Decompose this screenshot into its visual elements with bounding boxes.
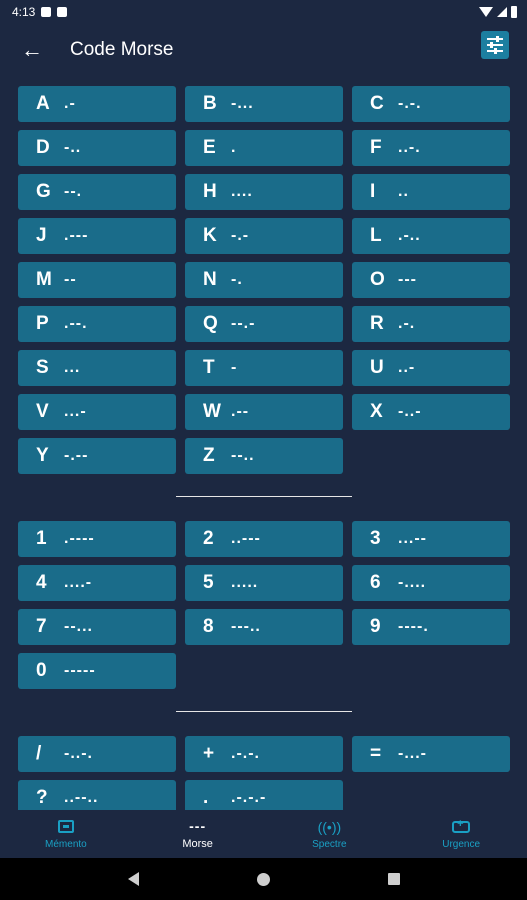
morse-character: ? — [36, 787, 48, 808]
memento-icon — [58, 820, 74, 833]
morse-code: ...-- — [398, 530, 427, 547]
morse-code: ..--- — [231, 530, 261, 547]
morse-character: N — [203, 269, 217, 290]
morse-code: -..-. — [64, 745, 93, 762]
nav-icon-wrap — [318, 819, 342, 835]
system-home-icon[interactable] — [257, 873, 270, 886]
morse-character: V — [36, 401, 49, 422]
morse-key-button[interactable] — [352, 86, 510, 122]
morse-character: E — [203, 137, 216, 158]
morse-character: O — [370, 269, 385, 290]
morse-key-button[interactable] — [185, 306, 343, 342]
nav-label: Morse — [182, 838, 213, 850]
nav-icon-wrap — [189, 818, 206, 834]
morse-code: .-.-.- — [231, 789, 267, 806]
nav-icon-wrap — [452, 819, 470, 835]
morse-code: -.-- — [64, 447, 89, 464]
morse-grid — [18, 521, 510, 689]
morse-character: Y — [36, 445, 49, 466]
nav-item-urgence[interactable] — [395, 810, 527, 858]
nav-item-mmento[interactable] — [0, 810, 132, 858]
nav-label: Spectre — [312, 838, 347, 850]
morse-key-button[interactable] — [185, 394, 343, 430]
morse-code: - — [231, 359, 238, 376]
morse-key-button[interactable] — [185, 350, 343, 386]
morse-character: U — [370, 357, 384, 378]
morse-character: D — [36, 137, 50, 158]
morse-grid — [18, 86, 510, 474]
morse-key-button[interactable] — [352, 262, 510, 298]
morse-key-button[interactable] — [18, 306, 176, 342]
morse-code: .-.-. — [231, 745, 260, 762]
morse-code: -. — [231, 271, 243, 288]
system-navigation-bar — [0, 858, 527, 900]
morse-key-button[interactable] — [18, 262, 176, 298]
morse-character: L — [370, 225, 382, 246]
morse-character: K — [203, 225, 217, 246]
morse-character: M — [36, 269, 52, 290]
morse-key-button[interactable] — [352, 521, 510, 557]
morse-key-button[interactable] — [18, 736, 176, 772]
nav-item-spectre[interactable] — [264, 810, 396, 858]
morse-key-button[interactable] — [18, 86, 176, 122]
morse-code: -.- — [231, 227, 250, 244]
morse-key-button[interactable] — [352, 350, 510, 386]
morse-code: -... — [231, 95, 254, 112]
morse-key-button[interactable] — [18, 609, 176, 645]
morse-key-button[interactable] — [352, 130, 510, 166]
status-time: 4:13 — [12, 5, 36, 19]
page-title: Code Morse — [70, 39, 174, 60]
morse-code: --.. — [231, 447, 255, 464]
morse-code: .---- — [64, 530, 95, 547]
morse-code: --.- — [231, 315, 256, 332]
morse-key-button[interactable] — [18, 780, 176, 810]
morse-code: --... — [64, 618, 93, 635]
slider-line-icon — [487, 38, 503, 40]
morse-grid — [18, 736, 510, 810]
morse-code: ...- — [64, 403, 87, 420]
section-divider — [176, 496, 352, 497]
nav-label: Mémento — [45, 838, 87, 850]
back-arrow-icon[interactable]: ← — [21, 37, 43, 62]
morse-code: ..... — [231, 574, 259, 591]
morse-character: H — [203, 181, 217, 202]
morse-character: W — [203, 401, 221, 422]
morse-key-button[interactable] — [18, 350, 176, 386]
morse-code: -.... — [398, 574, 427, 591]
morse-character: P — [36, 313, 49, 334]
morse-character: 2 — [203, 528, 214, 549]
morse-key-button[interactable] — [352, 174, 510, 210]
morse-character: Q — [203, 313, 218, 334]
morse-key-button[interactable] — [185, 438, 343, 474]
slider-line-icon — [487, 44, 503, 46]
morse-code: -...- — [398, 745, 427, 762]
antenna-icon: ((•)) — [317, 818, 342, 835]
section-divider — [176, 711, 352, 712]
morse-character: F — [370, 137, 382, 158]
morse-code: --. — [64, 183, 83, 200]
notification-icon — [41, 7, 51, 17]
morse-code: ----- — [64, 662, 96, 679]
morse-key-button[interactable] — [185, 736, 343, 772]
morse-list[interactable] — [18, 86, 510, 810]
morse-character: Z — [203, 445, 215, 466]
sd-card-icon — [57, 7, 67, 17]
morse-key-button[interactable] — [352, 736, 510, 772]
morse-code: .. — [398, 183, 409, 200]
status-bar — [0, 0, 527, 24]
morse-code: -.-. — [398, 95, 422, 112]
nav-icon-wrap — [58, 819, 74, 835]
morse-code: .-- — [231, 403, 250, 420]
morse-character: 4 — [36, 572, 47, 593]
morse-character: 8 — [203, 616, 214, 637]
nav-item-morse[interactable] — [132, 810, 264, 858]
morse-character: I — [370, 181, 376, 202]
morse-code: .--- — [64, 227, 89, 244]
morse-code: .--. — [64, 315, 88, 332]
morse-key-button[interactable] — [352, 218, 510, 254]
morse-character: 9 — [370, 616, 381, 637]
morse-code: ..--.. — [64, 789, 99, 806]
morse-code: --- — [398, 271, 417, 288]
morse-code: .... — [231, 183, 253, 200]
app-bar — [0, 24, 527, 76]
morse-icon: --- — [189, 818, 207, 834]
battery-icon — [511, 6, 517, 18]
morse-key-button[interactable] — [18, 438, 176, 474]
slider-line-icon — [487, 50, 503, 52]
morse-key-button[interactable] — [352, 609, 510, 645]
bottom-navigation — [0, 810, 527, 858]
morse-key-button[interactable] — [185, 218, 343, 254]
ambulance-icon — [452, 821, 470, 833]
morse-code: ---.. — [231, 618, 261, 635]
morse-key-button[interactable] — [185, 521, 343, 557]
morse-character: 7 — [36, 616, 47, 637]
cell-signal-icon — [497, 7, 507, 17]
morse-character: B — [203, 93, 217, 114]
morse-character: = — [370, 743, 382, 764]
morse-code: . — [231, 139, 237, 156]
morse-key-button[interactable] — [18, 521, 176, 557]
morse-character: 3 — [370, 528, 381, 549]
morse-code: .-. — [398, 315, 416, 332]
system-back-icon[interactable] — [128, 872, 139, 886]
morse-code: ....- — [64, 574, 93, 591]
morse-key-button[interactable] — [185, 565, 343, 601]
morse-key-button[interactable] — [185, 86, 343, 122]
morse-character: A — [36, 93, 50, 114]
morse-key-button[interactable] — [185, 262, 343, 298]
morse-code: .- — [64, 95, 76, 112]
morse-key-button[interactable] — [18, 565, 176, 601]
system-recents-icon[interactable] — [388, 873, 400, 885]
morse-key-button[interactable] — [18, 653, 176, 689]
morse-code: ... — [64, 359, 81, 376]
morse-character: R — [370, 313, 384, 334]
morse-character: 6 — [370, 572, 381, 593]
morse-character: 1 — [36, 528, 47, 549]
morse-character: C — [370, 93, 384, 114]
morse-character: G — [36, 181, 51, 202]
morse-code: ..-. — [398, 139, 421, 156]
morse-key-button[interactable] — [185, 130, 343, 166]
morse-character: 5 — [203, 572, 214, 593]
morse-key-button[interactable] — [185, 174, 343, 210]
morse-key-button[interactable] — [352, 565, 510, 601]
morse-character: X — [370, 401, 383, 422]
morse-key-button[interactable] — [18, 174, 176, 210]
morse-code: ----. — [398, 618, 429, 635]
wifi-icon — [479, 7, 493, 17]
morse-code: ..- — [398, 359, 416, 376]
morse-key-button[interactable] — [18, 218, 176, 254]
morse-code: -- — [64, 271, 77, 288]
morse-code: -.. — [64, 139, 82, 156]
morse-character: + — [203, 743, 215, 764]
morse-key-button[interactable] — [185, 609, 343, 645]
status-left — [12, 5, 67, 19]
morse-character: S — [36, 357, 49, 378]
morse-character: . — [203, 787, 209, 808]
morse-character: 0 — [36, 660, 47, 681]
morse-key-button[interactable] — [18, 130, 176, 166]
morse-character: / — [36, 743, 42, 764]
filter-settings-button[interactable] — [481, 31, 509, 59]
morse-character: J — [36, 225, 47, 246]
morse-key-button[interactable] — [18, 394, 176, 430]
nav-label: Urgence — [442, 838, 481, 850]
morse-code: .-.. — [398, 227, 421, 244]
morse-key-button[interactable] — [185, 780, 343, 810]
morse-key-button[interactable] — [352, 306, 510, 342]
status-right — [479, 6, 517, 18]
morse-character: T — [203, 357, 215, 378]
morse-code: -..- — [398, 403, 422, 420]
morse-key-button[interactable] — [352, 394, 510, 430]
